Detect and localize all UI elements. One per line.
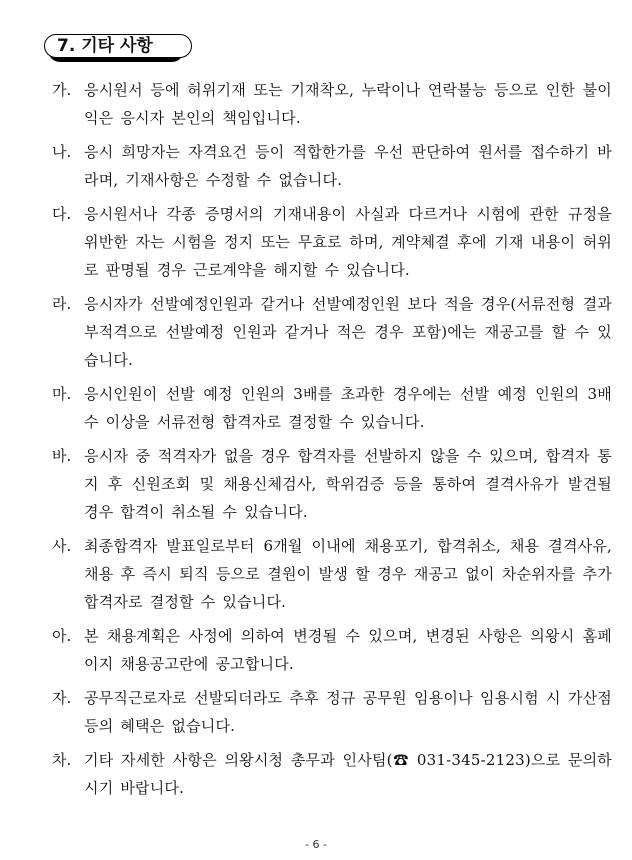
list-item (52, 746, 612, 802)
list-item (52, 622, 612, 678)
list-item-text: 응시자가 선발예정인원과 같거나 선발예정인원 보다 적을 경우(서류전형 결과 부적격으로 선발예정 인원과 같거나 적은 경우 포함)에는 재공고를 할 수 있습니다. (84, 295, 612, 369)
list-item-marker: 마. (52, 385, 72, 403)
list-item-marker: 나. (52, 143, 72, 161)
list-item-text: 응시인원이 선발 예정 인원의 3배를 초과한 경우에는 선발 예정 인원의 3배수 이상을 서류전형 합격자로 결정할 수 있습니다. (84, 385, 612, 431)
list-item-marker: 다. (52, 205, 72, 223)
list-item-text: 최종합격자 발표일로부터 6개월 이내에 채용포기, 합격취소, 채용 결격사유, 채용 후 즉시 퇴직 등으로 결원이 발생 할 경우 재공고 없이 차순위자를 추가합격자로 결정할 수 있습니다. (84, 537, 612, 611)
list-item (52, 290, 612, 374)
page-number: - 6 - (305, 838, 327, 851)
list-item (52, 442, 612, 526)
list-item (52, 138, 612, 194)
list-item-marker: 가. (52, 81, 72, 99)
list-item-text: 응시원서 등에 허위기재 또는 기재착오, 누락이나 연락불능 등으로 인한 불이익은 응시자 본인의 책임입니다. (84, 81, 612, 127)
list-item-text: 본 채용계획은 사정에 의하여 변경될 수 있으며, 변경된 사항은 의왕시 홈페이지 채용공고란에 공고합니다. (84, 627, 612, 673)
section-title: 7. 기타 사항 (44, 34, 192, 58)
list-item-text: 응시자 중 적격자가 없을 경우 합격자를 선발하지 않을 수 있으며, 합격자 통지 후 신원조회 및 채용신체검사, 학위검증 등을 통하여 결격사유가 발견될 경우 합격이 취소될 수 있습니다. (84, 447, 612, 521)
list-item-text: 공무직근로자로 선발되더라도 추후 정규 공무원 임용이나 임용시험 시 가산점 등의 혜택은 없습니다. (84, 689, 612, 735)
list-item-marker: 사. (52, 537, 72, 555)
section-header (44, 34, 186, 62)
list-item (52, 532, 612, 616)
list-item-marker: 자. (52, 689, 72, 707)
notice-list (52, 76, 612, 808)
list-item (52, 380, 612, 436)
list-item (52, 684, 612, 740)
list-item-text: 응시원서나 각종 증명서의 기재내용이 사실과 다르거나 시험에 관한 규정을 위반한 자는 시험을 정지 또는 무효로 하며, 계약체결 후에 기재 내용이 허위로 판명될 경우 근로계약을 해지할 수 있습니다. (84, 205, 612, 279)
list-item-text: 기타 자세한 사항은 의왕시청 총무과 인사팀(☎ 031-345-2123)으로 문의하시기 바랍니다. (84, 751, 612, 797)
list-item-marker: 아. (52, 627, 72, 645)
list-item-text: 응시 희망자는 자격요건 등이 적합한가를 우선 판단하여 원서를 접수하기 바라며, 기재사항은 수정할 수 없습니다. (84, 143, 612, 189)
list-item (52, 200, 612, 284)
list-item-marker: 바. (52, 447, 72, 465)
list-item-marker: 차. (52, 751, 72, 769)
list-item-marker: 라. (52, 295, 72, 313)
list-item (52, 76, 612, 132)
